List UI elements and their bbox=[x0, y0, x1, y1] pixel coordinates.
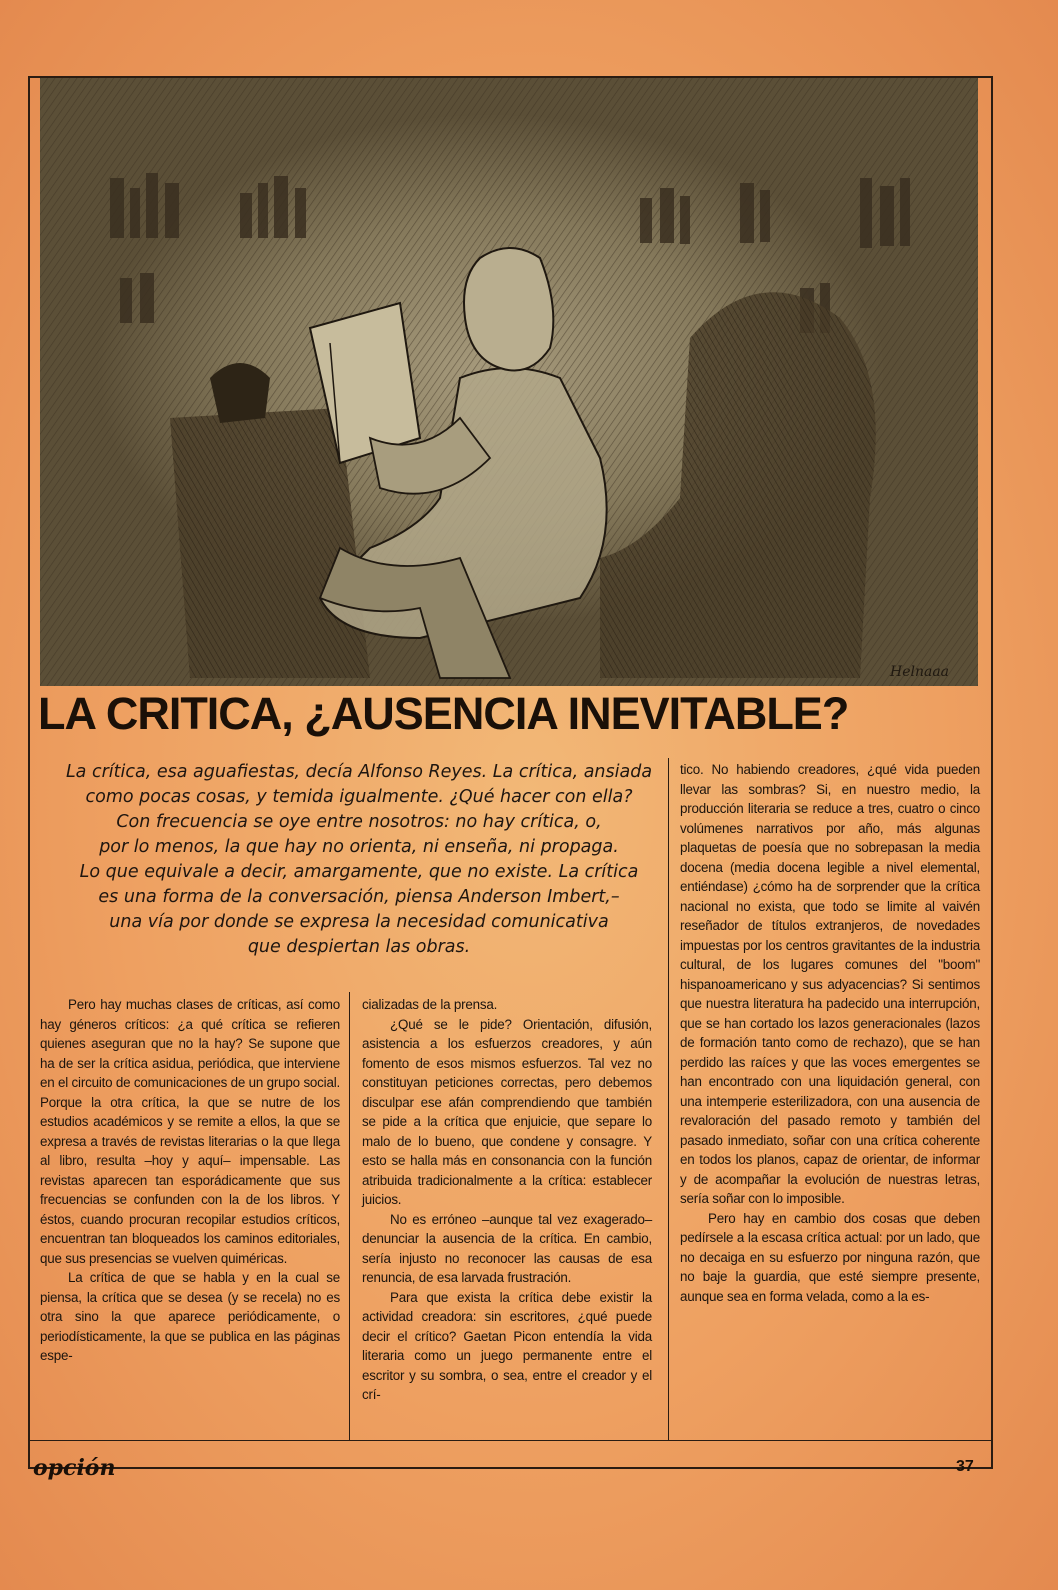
page-number: 37 bbox=[956, 1458, 974, 1475]
artist-signature: Helnaaa bbox=[890, 664, 950, 680]
body-column-2 bbox=[362, 995, 652, 1405]
intro-line: que despiertan las obras. bbox=[247, 937, 471, 957]
intro-line: Lo que equivale a decir, amargamente, que no existe. La crítica bbox=[79, 862, 639, 882]
article-headline: LA CRITICA, ¿AUSENCIA INEVITABLE? bbox=[38, 688, 849, 739]
paragraph: ¿Qué se le pide? Orientación, difusión, asistencia a los esfuerzos creadores, y aún fomento de esos mismos esfuerzos. Tal vez no constituyan peticiones correctas, pero debemos disculpar ese afán comprendiendo que también se pide a la crítica que enjuicie, que separe lo malo de lo bueno, que condene y consagre. Y esto se halla más en consonancia con la función atribuida tradicionalmente a la crítica: establecer juicios. bbox=[362, 1016, 652, 1207]
intro-line: una vía por donde se expresa la necesidad comunicativa bbox=[109, 912, 609, 932]
magazine-logo: opción bbox=[33, 1455, 116, 1481]
paragraph: Pero hay muchas clases de críticas, así como hay géneros críticos: ¿a qué crítica se refieren quienes aseguran que no la hay? Se supone que ha de ser la crítica asidua, periódica, que interviene en el circuito de comunicaciones de un grupo social. Porque la otra crítica, la que se nutre de los estudios académicos y se remite a ellos, la que se expresa a través de revistas literarias o la que llega al libro, resulta –hoy y aquí– impensable. Las revistas aparecen tan esporádicamente que sus frecuencias se confunden con la de los libros. Y éstos, cuando procuran recopilar estudios críticos, encuentran tan bloqueados los caminos editoriales, que sus presencias se vuelven quiméricas. bbox=[40, 997, 340, 1266]
illustration-reading-man bbox=[40, 78, 978, 686]
paragraph: La crítica de que se habla y en la cual se piensa, la crítica que se desea (y se recela) no es otra sino la que aparece periódicamente, o periodísticamente, la que se publica en las páginas espe- bbox=[40, 1270, 340, 1363]
intro-line: La crítica, esa aguafiestas, decía Alfonso Reyes. La crítica, ansiada bbox=[65, 762, 653, 782]
column-divider bbox=[668, 758, 669, 1440]
intro-line: como pocas cosas, y temida igualmente. ¿Qué hacer con ella? bbox=[85, 787, 633, 807]
sketch-drawing bbox=[40, 78, 978, 686]
body-column-3 bbox=[680, 760, 980, 1306]
intro-line: por lo menos, la que hay no orienta, ni enseña, ni propaga. bbox=[99, 837, 619, 857]
paragraph: tico. No habiendo creadores, ¿qué vida pueden llevar las sombras? Si, en nuestro medio, la producción literaria se reduce a tres, cuatro o cinco volúmenes narrativos por año, más algunas plaquetas de poesía que no sobrepasan la media docena (media docena legible a nivel elemental, entiéndase) ¿cómo ha de sorprender que la crítica nacional no exista, que todo se limite al vaivén reseñador de títulos extranjeros, de novedades impuestas por los centros gravitantes de la industria cultural, de los lugares comunes del "boom" hispanoamericano y sus adyacencias? Si sentimos que nuestra literatura ha padecido una interrupción, que se han cortado los lazos generacionales (lazos de formación tanto como de rechazo), que se han perdido las raíces y que las voces emergentes se han encontrado con una liquidación general, con una intemperie esterilizadora, con una ausencia de revaloración del pasado remoto y también del pasado inmediato, soñar con una crítica coherente en todos los planos, capaz de orientar, de informar y de acompañar la evolución de nuestras letras, sería soñar con lo imposible. bbox=[680, 762, 980, 1206]
paragraph: cializadas de la prensa. bbox=[362, 997, 498, 1012]
intro-line: es una forma de la conversación, piensa Anderson Imbert,– bbox=[98, 887, 620, 907]
column-divider bbox=[349, 992, 350, 1440]
paragraph: Pero hay en cambio dos cosas que deben pedírsele a la escasa crítica actual: por un lado, que no decaiga en su esfuerzo por ninguna razón, que no baje la guardia, que esté siempre presente, aunque sea en forma velada, como a la es- bbox=[680, 1210, 980, 1304]
paragraph: Para que exista la crítica debe existir la actividad creadora: sin escritores, ¿qué puede decir el crítico? Gaetan Picon entendía la vida literaria como un juego permanente entre el escritor y su sombra, o sea, entre el creador y el crí- bbox=[362, 1289, 652, 1402]
paragraph: No es erróneo –aunque tal vez exagerado– denunciar la ausencia de la crítica. En cambio, sería injusto no reconocer las causas de esa renuncia, de esa larvada frustración. bbox=[362, 1211, 652, 1285]
intro-line: Con frecuencia se oye entre nosotros: no hay crítica, o, bbox=[116, 812, 602, 832]
article-intro bbox=[40, 760, 678, 960]
body-column-1 bbox=[40, 995, 340, 1366]
footer-rule bbox=[28, 1440, 993, 1441]
